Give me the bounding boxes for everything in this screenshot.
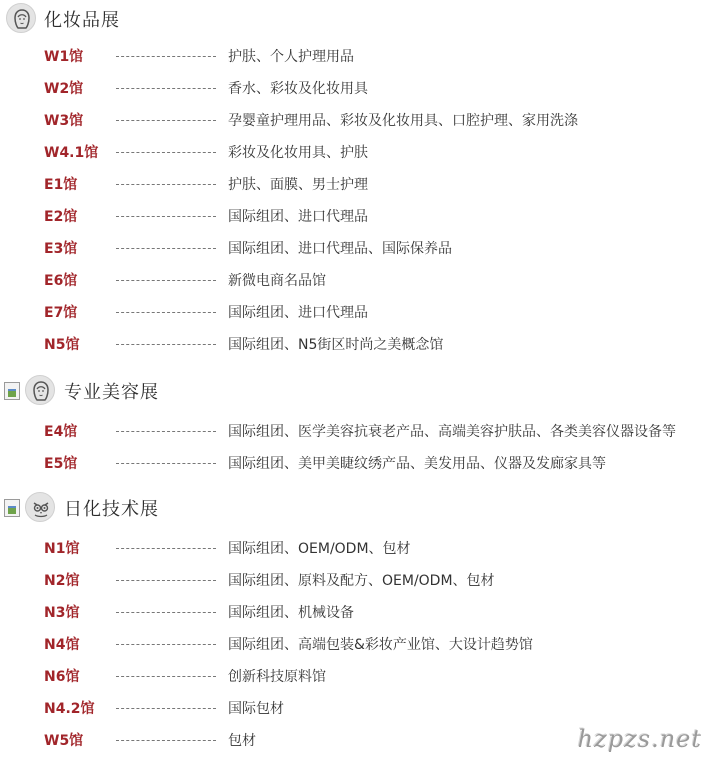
dotted-leader [116, 152, 216, 153]
list-item [0, 530, 728, 562]
hall-description: 国际组团、N5街区时尚之美概念馆 [228, 337, 444, 353]
hall-description: 国际组团、高端包装&彩妆产业馆、大设计趋势馆 [228, 637, 533, 653]
list-item [0, 445, 728, 477]
hall-description: 孕婴童护理用品、彩妆及化妆用具、口腔护理、家用洗涤 [228, 113, 578, 129]
hall-name: E2馆 [44, 209, 78, 225]
hall-description: 国际包材 [228, 701, 284, 717]
dotted-leader [116, 548, 216, 549]
dotted-leader [116, 463, 216, 464]
section-header [0, 0, 728, 38]
hall-name: W4.1馆 [44, 145, 99, 161]
woman-face-icon [25, 375, 55, 405]
hall-name: E5馆 [44, 456, 78, 472]
hall-name: E6馆 [44, 273, 78, 289]
list-item [0, 102, 728, 134]
hall-description: 包材 [228, 733, 256, 749]
hall-name: N6馆 [44, 669, 80, 685]
section-title: 专业美容展 [64, 382, 159, 403]
hall-description: 国际组团、进口代理品 [228, 305, 368, 321]
hall-description: 国际组团、进口代理品、国际保养品 [228, 241, 452, 257]
hall-description: 创新科技原料馆 [228, 669, 326, 685]
section-cosmetics [0, 0, 728, 358]
hall-name: N4馆 [44, 637, 80, 653]
section-header [0, 489, 728, 527]
hall-description: 护肤、面膜、男士护理 [228, 177, 368, 193]
hall-list [0, 413, 728, 477]
list-item [0, 230, 728, 262]
list-item [0, 166, 728, 198]
hall-description: 彩妆及化妆用具、护肤 [228, 145, 368, 161]
section-chemical-technology [0, 489, 728, 754]
dotted-leader [116, 88, 216, 89]
list-item [0, 626, 728, 658]
dotted-leader [116, 344, 216, 345]
dotted-leader [116, 708, 216, 709]
dotted-leader [116, 248, 216, 249]
hall-name: N1馆 [44, 541, 80, 557]
dotted-leader [116, 56, 216, 57]
list-item [0, 413, 728, 445]
list-item [0, 38, 728, 70]
dotted-leader [116, 431, 216, 432]
dotted-leader [116, 580, 216, 581]
hall-name: E1馆 [44, 177, 78, 193]
section-professional-beauty [0, 372, 728, 477]
owl-face-icon [25, 492, 55, 522]
hall-name: E3馆 [44, 241, 78, 257]
list-item [0, 326, 728, 358]
list-item [0, 594, 728, 626]
dotted-leader [116, 676, 216, 677]
list-item [0, 70, 728, 102]
list-item [0, 294, 728, 326]
hall-name: W5馆 [44, 733, 84, 749]
hall-description: 护肤、个人护理用品 [228, 49, 354, 65]
hall-name: W3馆 [44, 113, 84, 129]
hall-description: 新微电商名品馆 [228, 273, 326, 289]
section-title: 化妆品展 [44, 10, 120, 31]
list-item [0, 262, 728, 294]
dotted-leader [116, 312, 216, 313]
hall-name: E7馆 [44, 305, 78, 321]
hall-name: W2馆 [44, 81, 84, 97]
hall-name: N2馆 [44, 573, 80, 589]
watermark: hzpzs.net [577, 725, 702, 753]
section-header [0, 372, 728, 410]
list-item [0, 690, 728, 722]
broken-image-icon [4, 499, 20, 517]
hall-description: 国际组团、进口代理品 [228, 209, 368, 225]
hall-list [0, 38, 728, 358]
list-item [0, 134, 728, 166]
dotted-leader [116, 740, 216, 741]
hall-name: N4.2馆 [44, 701, 95, 717]
broken-image-icon [4, 382, 20, 400]
dotted-leader [116, 120, 216, 121]
dotted-leader [116, 644, 216, 645]
dotted-leader [116, 612, 216, 613]
list-item [0, 562, 728, 594]
hall-name: W1馆 [44, 49, 84, 65]
hall-name: N3馆 [44, 605, 80, 621]
hall-description: 国际组团、医学美容抗衰老产品、高端美容护肤品、各类美容仪器设备等 [228, 424, 676, 440]
hall-description: 国际组团、机械设备 [228, 605, 354, 621]
hall-description: 国际组团、OEM/ODM、包材 [228, 541, 411, 557]
hall-description: 国际组团、美甲美睫纹绣产品、美发用品、仪器及发廊家具等 [228, 456, 606, 472]
section-title: 日化技术展 [64, 499, 159, 520]
list-item [0, 198, 728, 230]
dotted-leader [116, 280, 216, 281]
dotted-leader [116, 184, 216, 185]
dotted-leader [116, 216, 216, 217]
hall-name: E4馆 [44, 424, 78, 440]
woman-face-icon [6, 3, 36, 33]
hall-list [0, 530, 728, 754]
hall-description: 香水、彩妆及化妆用具 [228, 81, 368, 97]
hall-description: 国际组团、原料及配方、OEM/ODM、包材 [228, 573, 495, 589]
hall-name: N5馆 [44, 337, 80, 353]
list-item [0, 658, 728, 690]
